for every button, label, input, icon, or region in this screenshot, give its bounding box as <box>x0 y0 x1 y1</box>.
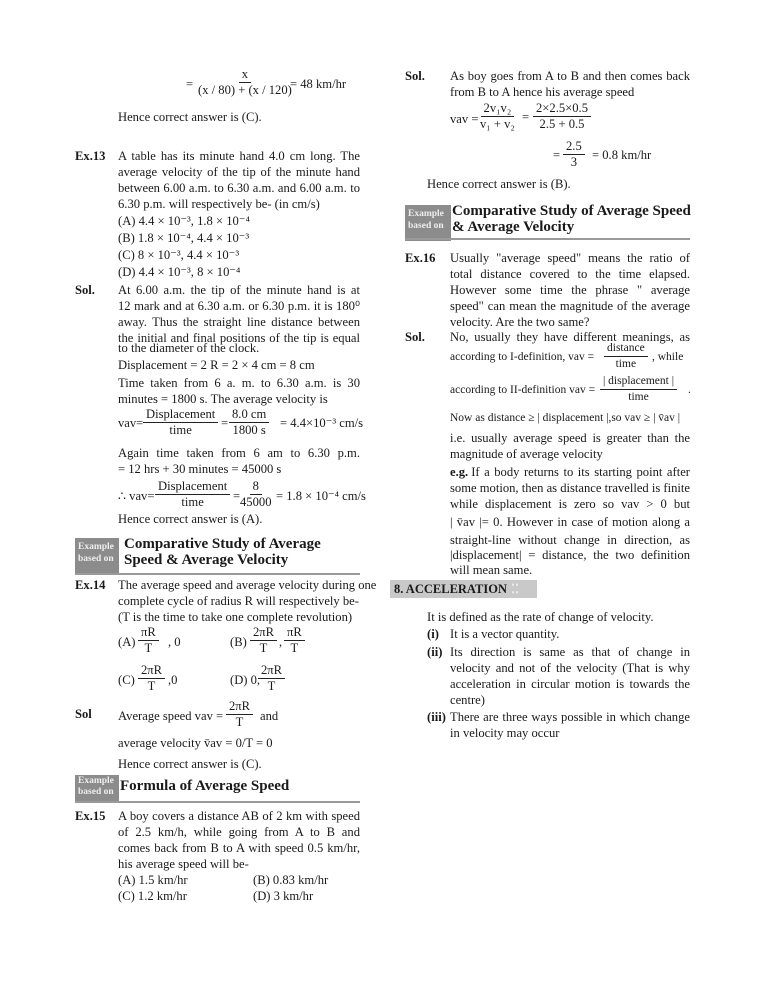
denominator: T <box>144 641 153 655</box>
question-line: speed" can mean the magnitude of the average <box>450 299 690 313</box>
denominator: T <box>147 679 156 693</box>
fraction <box>258 663 285 694</box>
badge-line: based on <box>78 554 114 564</box>
badge-line: Example <box>408 209 444 219</box>
denominator: (x / 80) + (x / 120) <box>198 83 292 97</box>
section-bar <box>390 580 537 598</box>
eg-text: If a body returns to its starting point after <box>471 465 690 479</box>
solution-line: Time taken from 6 a. m. to 6.30 a.m. is 30 <box>118 376 360 390</box>
solution-line: Now as distance ≥ | displacement |,so vav ≥ | v̄av | <box>450 412 681 424</box>
item-line: acceleration in circular motion is towards the <box>450 677 690 691</box>
definition-2-tail: . <box>688 384 691 396</box>
item-line: in velocity may occur <box>450 726 560 740</box>
denominator: 3 <box>570 155 578 169</box>
question-line: between 6.00 a.m. to 6.30 a.m. and 6.00 a.m. to <box>118 181 360 195</box>
numerator: 2πR <box>226 699 253 715</box>
numerator: Displacement <box>143 407 218 423</box>
section-heading: Speed & Average Velocity <box>124 552 289 568</box>
example-label: Ex.13 <box>75 149 106 163</box>
section-title: 8. ACCELERATION <box>394 582 507 596</box>
option-tail: ,0 <box>168 673 178 687</box>
denominator: 45000 <box>240 495 272 509</box>
definition-2: according to II-definition vav = <box>450 384 596 396</box>
question-line: average velocity of the tip of the minute hand <box>118 165 360 179</box>
fraction <box>604 341 648 372</box>
numerator: πR <box>138 625 159 641</box>
option: (A) 1.5 km/hr <box>118 873 188 887</box>
formula-lhs: vav= <box>118 416 144 430</box>
solution-label: Sol. <box>405 330 425 344</box>
question-line: his average speed will be- <box>118 857 249 871</box>
formula-lhs: vav = <box>450 112 479 126</box>
fraction <box>533 101 591 132</box>
denominator: 2.5 + 0.5 <box>539 117 585 131</box>
item-number: (i) <box>427 627 439 641</box>
section-heading: Comparative Study of Average <box>124 536 321 552</box>
denominator: T <box>235 715 244 729</box>
section-heading: & Average Velocity <box>452 219 575 235</box>
option-tail: , 0 <box>168 635 181 649</box>
solution-line: No, usually they have different meanings, as <box>450 330 690 344</box>
solution-line: some motion, then as distance travelled is finite <box>450 481 690 495</box>
fraction <box>240 479 271 510</box>
answer-text: Hence correct answer is (C). <box>118 757 262 771</box>
numerator: 2.5 <box>563 139 585 155</box>
badge-line: based on <box>78 787 114 797</box>
item-number: (iii) <box>427 710 446 724</box>
item-line: Its direction is same as that of change in <box>450 645 690 659</box>
option: (B) 1.8 × 10⁻⁴, 4.4 × 10⁻³ <box>118 231 250 245</box>
solution-line: 12 mark and at 6.30 a.m. or 6.30 p.m. it is 180⁰ <box>118 299 360 313</box>
solution-line: As boy goes from A to B and then comes back <box>450 69 690 83</box>
fraction <box>229 407 269 438</box>
fraction <box>226 699 253 730</box>
solution-line: |displacement| = distance, the two definition <box>450 548 690 562</box>
solution-line: Average speed vav = <box>118 709 224 723</box>
question-line: 6.30 p.m. will respectively be- (in cm/s) <box>118 197 320 211</box>
equals: = <box>553 148 561 162</box>
item-line: velocity and not of the velocity (That is why <box>450 661 690 675</box>
solution-line: magnitude of average velocity <box>450 447 603 461</box>
option: (B) 0.83 km/hr <box>253 873 329 887</box>
option: (C) 1.2 km/hr <box>118 889 187 903</box>
solution-line: will mean same. <box>450 563 533 577</box>
fraction <box>138 625 159 656</box>
denominator: time <box>169 423 192 437</box>
question-line: The average speed and average velocity during one <box>118 578 377 592</box>
numerator: 8 <box>250 479 262 495</box>
numerator: 2×2.5×0.5 <box>533 101 591 117</box>
item-line: It is a vector quantity. <box>450 627 560 641</box>
dots-icon: ⁚⁚ <box>510 582 519 596</box>
solution-line: minutes = 1800 s. The average velocity is <box>118 392 328 406</box>
badge-line: based on <box>408 221 444 231</box>
fraction <box>155 479 230 510</box>
numerator: distance <box>604 341 648 357</box>
denominator: time <box>615 358 637 370</box>
section-heading: Formula of Average Speed <box>120 778 290 794</box>
solution-line: average velocity v̄av = 0/T = 0 <box>118 736 273 750</box>
option-label: (D) 0, <box>230 673 261 687</box>
formula-lhs: ∴ vav= <box>118 489 155 503</box>
example-badge <box>75 538 119 574</box>
divider <box>75 573 360 575</box>
equals: = <box>522 110 530 124</box>
answer-text: Hence correct answer is (A). <box>118 512 263 526</box>
question-line: of 2.5 km/h, while going from A to B and <box>118 825 360 839</box>
solution-line: straight-line without change in direction, as <box>450 533 690 547</box>
question-line: A table has its minute hand 4.0 cm long. The <box>118 149 360 163</box>
fraction <box>600 374 677 405</box>
definition-text: It is defined as the rate of change of velocity. <box>427 610 654 624</box>
numerator: 2πR <box>250 625 277 641</box>
solution-line: to the diameter of the clock. <box>118 341 260 355</box>
denominator: v₁ + v₂ <box>480 117 515 131</box>
numerator: | displacement | <box>600 374 677 390</box>
result: = 0.8 km/hr <box>592 148 652 162</box>
solution-label: Sol <box>75 707 92 721</box>
example-badge <box>75 775 119 801</box>
fraction <box>138 663 165 694</box>
denominator: T <box>259 641 268 655</box>
answer-text: Hence correct answer is (B). <box>427 177 571 191</box>
equals: = <box>221 416 229 430</box>
result: = 4.4×10⁻³ cm/s <box>280 416 364 430</box>
question-line: A boy covers a distance AB of 2 km with speed <box>118 809 360 823</box>
definition-1: according to I-definition, vav = <box>450 351 595 363</box>
answer-text: Hence correct answer is (C). <box>118 110 262 124</box>
section-heading: Comparative Study of Average Speed <box>452 203 691 219</box>
numerator: 2πR <box>138 663 165 679</box>
example-badge <box>405 205 451 241</box>
fraction <box>563 139 585 170</box>
denominator: T <box>290 641 299 655</box>
solution-label: Sol. <box>75 283 95 297</box>
denominator: T <box>267 679 276 693</box>
result: = 48 km/hr <box>290 77 347 91</box>
numerator: Displacement <box>155 479 230 495</box>
fraction <box>198 67 292 98</box>
solution-line: from B to A hence his average speed <box>450 85 635 99</box>
denominator: time <box>628 391 649 403</box>
solution-line: = 12 hrs + 30 minutes = 45000 s <box>118 462 282 476</box>
fraction <box>143 407 218 438</box>
numerator: 8.0 cm <box>229 407 269 423</box>
numerator: x <box>239 67 251 83</box>
fraction <box>284 625 305 656</box>
comma: , <box>279 635 283 649</box>
question-line: However some time the phrase " average <box>450 283 690 297</box>
solution-line: away. Thus the straight line distance between <box>118 315 360 329</box>
solution-line: and <box>260 709 279 723</box>
divider <box>405 238 690 240</box>
solution-line: Again time taken from 6 am to 6.30 p.m. <box>118 446 360 460</box>
solution-line: | v̄av |= 0. However in case of motion along a <box>450 515 690 529</box>
example-label: Ex.16 <box>405 251 436 265</box>
solution-line <box>450 464 690 480</box>
option: (D) 3 km/hr <box>253 889 314 903</box>
option: (D) 4.4 × 10⁻³, 8 × 10⁻⁴ <box>118 265 241 279</box>
solution-line: At 6.00 a.m. the tip of the minute hand is at <box>118 283 360 297</box>
solution-label: Sol. <box>405 69 425 83</box>
eg-label: e.g. <box>450 465 469 479</box>
item-line: There are three ways possible in which change <box>450 710 690 724</box>
question-line: (T is the time to take one complete revolution) <box>118 610 353 624</box>
badge-line: Example <box>78 776 114 786</box>
example-label: Ex.14 <box>75 578 106 592</box>
definition-1-tail: , while <box>652 351 684 363</box>
question-line: complete cycle of radius R will respectively be- <box>118 594 359 608</box>
equals: = <box>186 77 194 91</box>
divider <box>75 801 360 803</box>
denominator: 1800 s <box>232 423 266 437</box>
numerator: 2v₁v₂ <box>481 101 515 117</box>
fraction <box>480 101 515 132</box>
badge-line: Example <box>78 542 114 552</box>
solution-line: the initial and final positions of the tip is equal <box>118 331 360 345</box>
solution-line: while displacement is zero so vav > 0 but <box>450 497 690 511</box>
result: = 1.8 × 10⁻⁴ cm/s <box>276 489 366 503</box>
equals: = <box>233 489 241 503</box>
solution-line: Displacement = 2 R = 2 × 4 cm = 8 cm <box>118 358 315 372</box>
item-line: centre) <box>450 693 485 707</box>
option: (A) 4.4 × 10⁻³, 1.8 × 10⁻⁴ <box>118 214 250 228</box>
option-label: (B) <box>230 635 247 649</box>
option: (C) 8 × 10⁻³, 4.4 × 10⁻³ <box>118 248 240 262</box>
denominator: time <box>181 495 204 509</box>
question-line: comes back from B to A with speed 0.5 km/hr, <box>118 841 360 855</box>
option-label: (A) <box>118 635 136 649</box>
example-label: Ex.15 <box>75 809 106 823</box>
numerator: πR <box>284 625 305 641</box>
option-label: (C) <box>118 673 135 687</box>
item-number: (ii) <box>427 645 443 659</box>
fraction <box>250 625 277 656</box>
question-line: velocity. Are the two same? <box>450 315 590 329</box>
numerator: 2πR <box>258 663 285 679</box>
question-line: total distance covered to the time elapsed. <box>450 267 690 281</box>
question-line: Usually "average speed" means the ratio of <box>450 251 690 265</box>
solution-line: i.e. usually average speed is greater than the <box>450 431 690 445</box>
